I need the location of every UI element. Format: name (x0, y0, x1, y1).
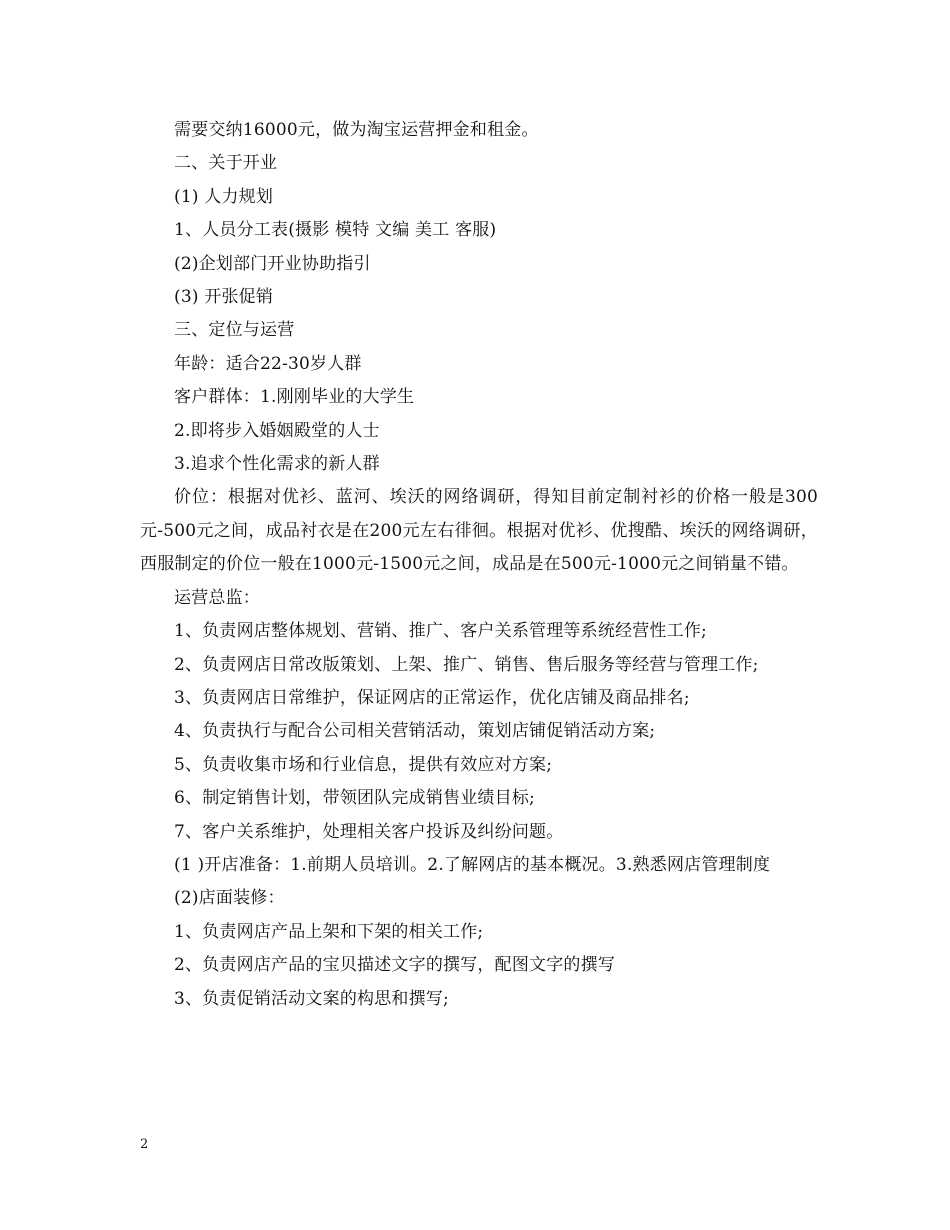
section-heading: 三、定位与运营 (174, 320, 295, 341)
paragraph: 运营总监： (174, 587, 260, 608)
list-item: 4、负责执行与配合公司相关营销活动，策划店铺促销活动方案; (174, 721, 656, 742)
page-number: 2 (140, 1137, 149, 1152)
list-item: 2、负责网店产品的宝贝描述文字的撰写，配图文字的撰写 (174, 955, 616, 976)
list-item: 7、客户关系维护，处理相关客户投诉及纠纷问题。 (174, 821, 564, 842)
list-item: 1、负责网店产品上架和下架的相关工作; (174, 921, 484, 942)
list-item: 1、负责网店整体规划、营销、推广、客户关系管理等系统经营性工作; (174, 621, 707, 642)
list-item: 6、制定销售计划，带领团队完成销售业绩目标; (174, 788, 535, 809)
document-body (140, 114, 818, 1016)
list-item: 1、人员分工表(摄影 模特 文编 美工 客服) (174, 220, 497, 241)
subsection-heading: (2)企划部门开业协助指引 (174, 253, 371, 274)
paragraph: (1 )开店准备：1.前期人员培训。2.了解网店的基本概况。3.熟悉网店管理制度 (174, 854, 771, 875)
list-item: 3、负责网店日常维护，保证网店的正常运作，优化店铺及商品排名; (174, 687, 690, 708)
list-item: 5、负责收集市场和行业信息，提供有效应对方案; (174, 754, 553, 775)
list-item: 3、负责促销活动文案的构思和撰写; (174, 988, 449, 1009)
paragraph: 年龄：适合22-30岁人群 (174, 353, 362, 374)
list-item: 3.追求个性化需求的新人群 (174, 454, 380, 475)
list-item: 2、负责网店日常改版策划、上架、推广、销售、售后服务等经营与管理工作; (174, 654, 759, 675)
section-heading: 二、关于开业 (174, 153, 278, 174)
subsection-heading: (2)店面装修： (174, 888, 285, 909)
paragraph: 需要交纳16000元，做为淘宝运营押金和租金。 (174, 120, 539, 140)
subsection-heading: (1) 人力规划 (174, 186, 274, 207)
paragraph: 价位：根据对优衫、蓝河、埃沃的网络调研，得知目前定制衬衫的价格一般是300元-500元之间，成品衬衣是在200元左右徘徊。根据对优衫、优搜酷、埃沃的网络调研，西服制定的价位一般在1000元-1500元之间，成品是在500元-1000元之间销量不错。 (140, 487, 818, 575)
subsection-heading: (3) 开张促销 (174, 287, 274, 308)
paragraph: 客户群体：1.刚刚毕业的大学生 (174, 387, 415, 408)
list-item: 2.即将步入婚姻殿堂的人士 (174, 420, 380, 441)
